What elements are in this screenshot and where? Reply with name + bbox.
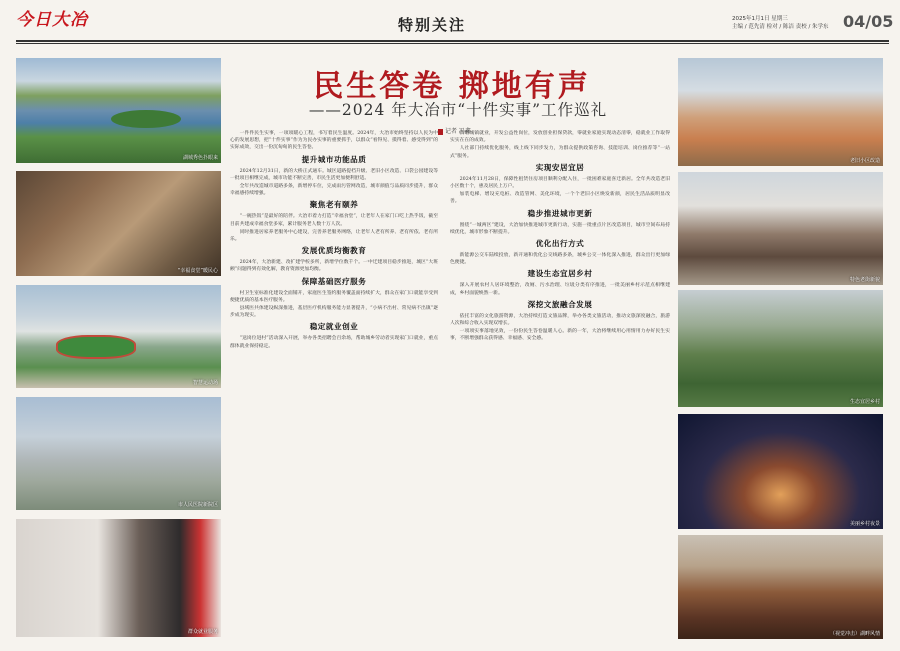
old-street-photo	[678, 172, 883, 285]
photo-caption: 特色老街新貌	[849, 277, 880, 283]
residential-photo	[678, 58, 883, 166]
photo-caption: 智慧运动场	[192, 380, 218, 386]
section-heading: 稳步推进城市更新	[527, 208, 593, 218]
issue-editors: 主编 / 范先清 检对 / 陈洁 责校 / 朱学东	[732, 24, 829, 30]
subheadline: ——2024 年大冶市“十件实事”工作巡礼	[308, 101, 608, 119]
paragraph: 一件件民生实事，一项项暖心工程，书写着民生温度。2024年，大冶市始终坚持以人民为中心的发展思想，把“十件实事”作为为民办实事的重要抓手，以群众“看得见、摸得着、感受得到”的实际成效，交出一份沉甸甸的民生答卷。	[230, 131, 438, 151]
section-heading: 聚焦老有颐养	[309, 200, 359, 210]
paragraph: “一碗热饭”是最好的陪伴。大冶市着力打造“幸福食堂”，让老年人在家门口吃上热乎饭，截至目前共建成幸福食堂多家，累计服务老人数十万人次。	[230, 214, 438, 227]
issue-info	[732, 15, 829, 31]
employment-photo	[16, 519, 221, 637]
byline-marker	[438, 129, 443, 135]
lake-city-photo	[16, 58, 221, 163]
article-column-1	[230, 130, 438, 640]
article-column-2	[450, 130, 670, 640]
photo-caption: （视觉冲击）湖畔风情	[829, 631, 880, 637]
section-title: 特别关注	[398, 16, 467, 34]
photo-caption: 市人民医院新院区	[177, 502, 218, 508]
section-heading: 深挖文旅融合发展	[527, 299, 593, 309]
byline-text: 记者 冯鑫	[445, 128, 471, 135]
paragraph: 深入开展农村人居环境整治，改厕、污水治理、垃圾分类有序推进，一批美丽乡村示范点相继建成，乡村面貌焕然一新。	[450, 283, 670, 296]
track-field-shape	[56, 335, 136, 359]
photo-caption: 生态宜居乡村	[849, 399, 880, 405]
paragraph: 2024年11月28日，保障性租赁住房项目顺利分配入住，一批困难家庭喜迁新居。全年共改造老旧小区数十个，惠及居民上万户。	[450, 176, 670, 190]
photo-caption: 群众就业服务	[187, 629, 218, 635]
paragraph: 2024年，大冶新建、改扩建学校多所，新增学位数千个。一中迁建项目稳步推进，城区“大班额”问题得到有效化解，教育资源更加均衡。	[230, 260, 438, 273]
section-heading: 稳定就业创业	[309, 322, 359, 332]
photo-caption: 湖城秀色扑眼来	[182, 155, 218, 161]
photo-caption: 老旧小区改造	[849, 158, 880, 164]
section-heading: 优化出行方式	[535, 239, 585, 249]
paragraph: 依托丰富的文化旅游资源，大冶持续打造文旅品牌，举办各类文旅活动，推动文旅深度融合，旅游人次和综合收入实现双增长。	[450, 313, 670, 327]
paragraph: “送岗位进村”活动深入开展，举办各类招聘会百余场，帮助城乡劳动者实现家门口就业，重点群体就业保持稳定。	[230, 336, 438, 349]
newspaper-logo: 今日大冶	[16, 10, 88, 30]
section-heading: 实现安居宜居	[535, 162, 585, 172]
section-heading: 提升城市功能品质	[301, 154, 367, 164]
paragraph: 村卫生室标准化建设全面铺开，家庭医生签约服务覆盖面持续扩大，群众在家门口就能享受到便捷优质的基本医疗服务。	[230, 290, 438, 303]
section-heading: 建设生态宜居乡村	[527, 269, 593, 279]
sports-field-photo	[16, 285, 221, 388]
night-view-photo	[678, 414, 883, 529]
header-rule	[16, 40, 889, 42]
village-photo	[678, 290, 883, 407]
paragraph: 一项项实事落地见效，一份份民生答卷温暖人心。新的一年，大冶将继续用心用情用力办好民生实事，不断增强群众获得感、幸福感、安全感。	[450, 329, 670, 342]
page-number: 04/05	[843, 12, 894, 31]
lakeside-photo	[678, 535, 883, 639]
headline: 民生答卷 掷地有声	[313, 69, 591, 104]
paragraph: 同时推进居家养老服务中心建设，完善养老服务网络，让老年人老有所养、老有所依、老有所乐。	[230, 229, 438, 243]
photo-caption: “幸福食堂”暖民心	[177, 268, 218, 274]
paragraph: 2024年12月31日，新的大桥正式通车。城区道路提档升级、老旧小区改造、口袋公园建设等一批项目相继完成，城市功能不断完善，市民生活更加便利舒适。	[230, 168, 438, 181]
paragraph: 新增城镇就业，开发公益性岗位，发放创业担保贷款，零就业家庭实现动态清零，稳就业工作取得实实在在的成效。	[450, 131, 670, 144]
hospital-photo	[16, 397, 221, 510]
paragraph: 新能源公交车陆续投放，新开通和优化公交线路多条，城乡公交一体化深入推进，群众出行更加绿色便捷。	[450, 253, 670, 266]
paragraph: 人社部门持续优化服务，线上线下同步发力，为群众提供政策咨询、技能培训、岗位推荐等“一站式”服务。	[450, 146, 670, 159]
paragraph: 加装电梯、增设充电桩、改造管网、美化环境，一个个老旧小区焕发新颜，居民生活品质明显改善。	[450, 192, 670, 205]
section-heading: 发展优质均衡教育	[301, 246, 367, 256]
island-shape	[111, 110, 181, 128]
paragraph: 围绕“一城两区”建设，大冶加快推进城市更新行动，实施一批重点片区改造项目，城市空间布局持续优化，城市形象不断提升。	[450, 222, 670, 235]
section-heading: 保障基础医疗服务	[301, 276, 367, 286]
canteen-photo	[16, 171, 221, 276]
issue-date: 2025年1月1日 星期三	[732, 16, 788, 22]
header-rule-thin	[16, 43, 889, 44]
paragraph: 县域医共体建设纵深推进，基层医疗机构服务能力显著提升，“小病不出村、常见病不出镇”逐步成为现实。	[230, 306, 438, 319]
masthead	[0, 0, 900, 40]
paragraph: 全年共改造城市道路多条，新增停车位，完成雨污管网改造，城市颜值与品质同步提升，群众幸福感持续增强。	[230, 184, 438, 197]
photo-caption: 美丽乡村夜景	[849, 521, 880, 527]
